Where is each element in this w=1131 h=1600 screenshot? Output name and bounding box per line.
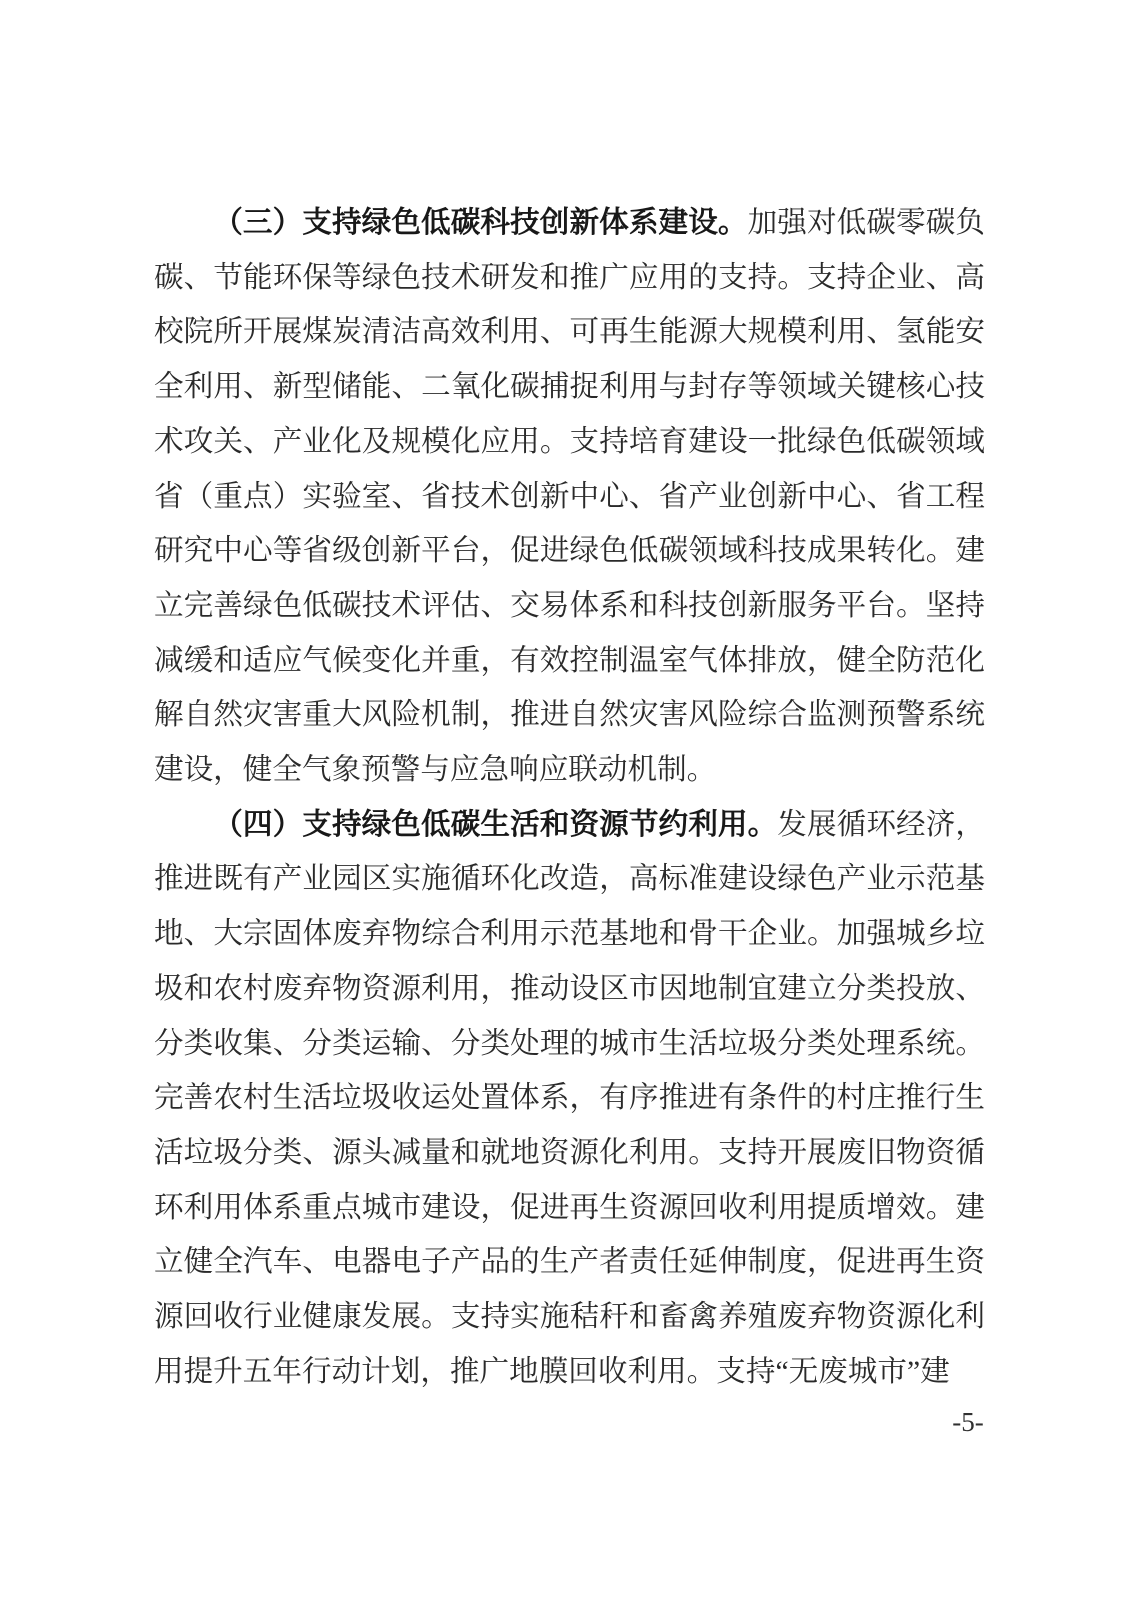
section-4-text: 发展循环经济，推进既有产业园区实施循环化改造，高标准建设绿色产业示范基地、大宗固体废弃物综合利用示范基地和骨干企业。加强城乡垃圾和农村废弃物资源利用，推动设区市因地制宜建立分类投放、分类收集、分类运输、分类处理的城市生活垃圾分类处理系统。完善农村生活垃圾收运处置体系，有序推进有条件的村庄推行生活垃圾分类、源头减量和就地资源化利用。支持开展废旧物资循环利用体系重点城市建设，促进再生资源回收利用提质增效。建立健全汽车、电器电子产品的生产者责任延伸制度，促进再生资源回收行业健康发展。支持实施秸秆和畜禽养殖废弃物资源化利用提升五年行动计划，推广地膜回收利用。支持“无废城市”建 <box>154 808 986 1388</box>
section-3-text: 加强对低碳零碳负碳、节能环保等绿色技术研发和推广应用的支持。支持企业、高校院所开展煤炭清洁高效利用、可再生能源大规模利用、氢能安全利用、新型储能、二氧化碳捕捉利用与封存等领域关键核心技术攻关、产业化及规模化应用。支持培育建设一批绿色低碳领域省（重点）实验室、省技术创新中心、省产业创新中心、省工程研究中心等省级创新平台，促进绿色低碳领域科技成果转化。建立完善绿色低碳技术评估、交易体系和科技创新服务平台。坚持减缓和适应气候变化并重，有效控制温室气体排放，健全防范化解自然灾害重大风险机制，推进自然灾害风险综合监测预警系统建设，健全气象预警与应急响应联动机制。 <box>154 207 986 787</box>
document-body <box>154 196 985 1399</box>
section-4-heading: （四）支持绿色低碳生活和资源节约利用。 <box>213 808 778 841</box>
paragraph-section-3 <box>154 196 985 798</box>
page-number: -5- <box>952 1407 984 1437</box>
paragraph-section-4 <box>154 798 985 1400</box>
section-3-heading: （三）支持绿色低碳科技创新体系建设。 <box>213 207 748 239</box>
